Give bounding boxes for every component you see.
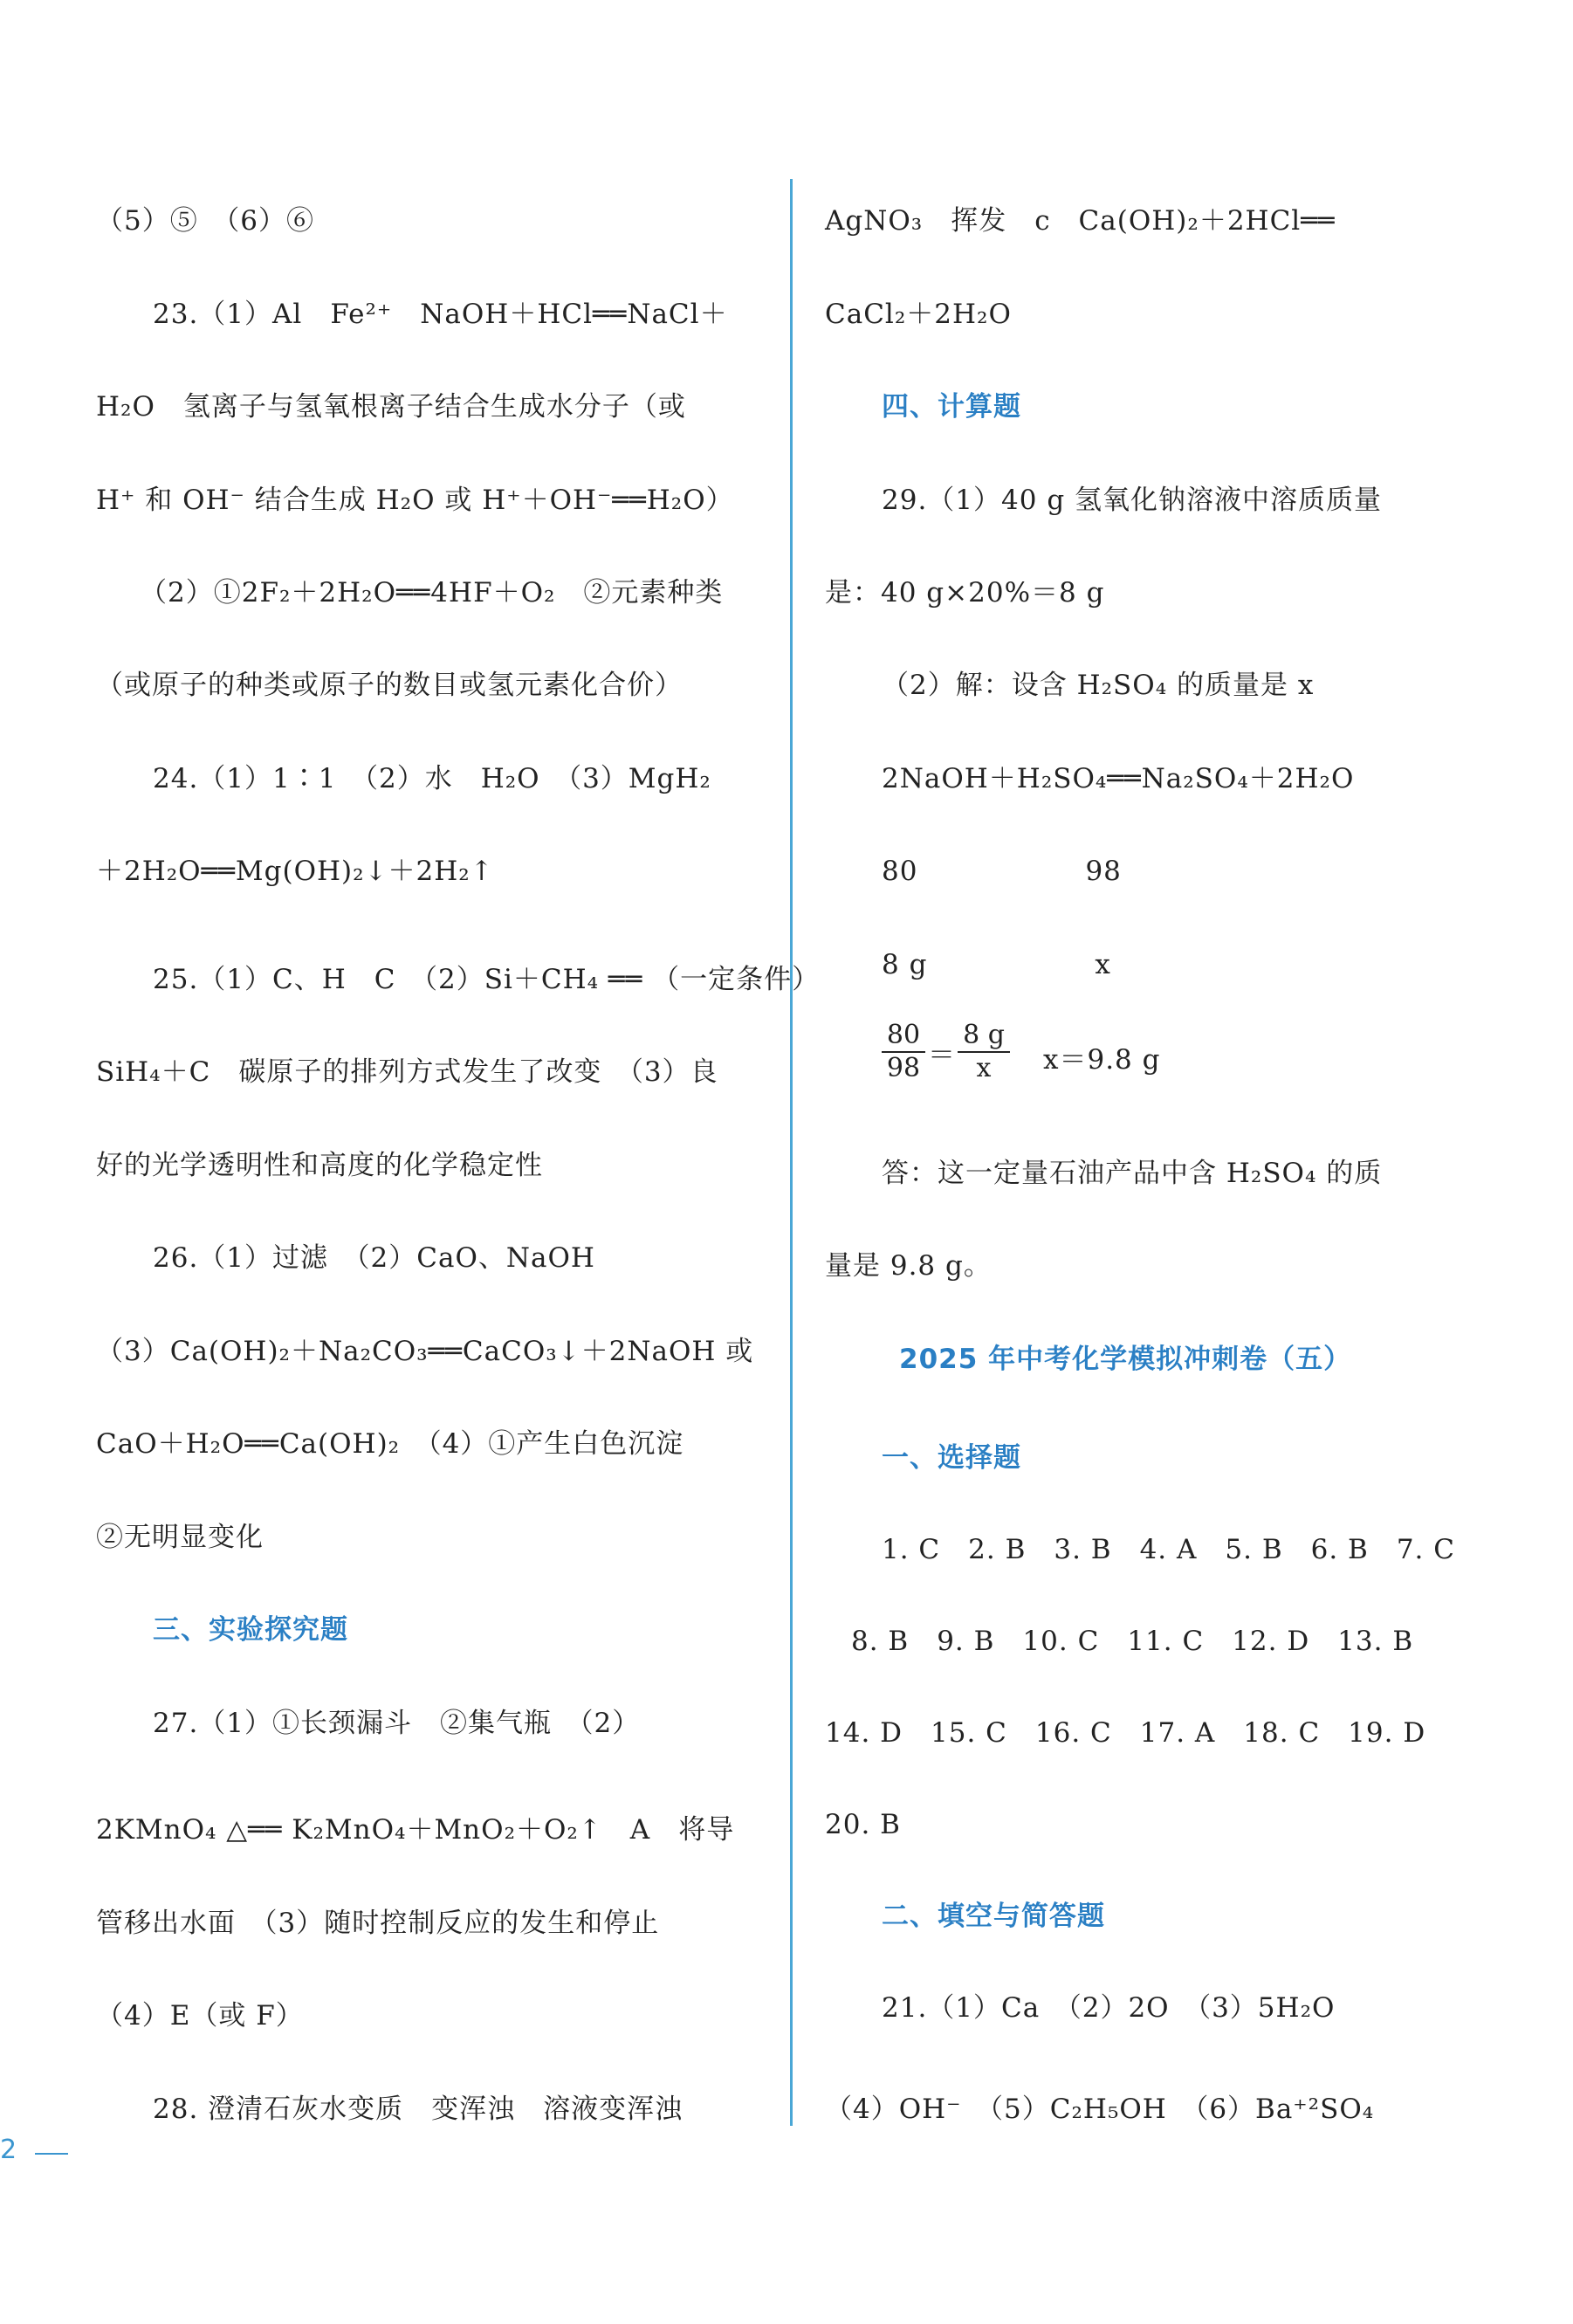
fraction-right — [958, 1020, 1010, 1084]
answer-23-line: 23.（1）Al Fe²⁺ NaOH＋HCl══NaCl＋ — [153, 299, 728, 330]
equation-line: 2NaOH＋H₂SO₄══Na₂SO₄＋2H₂O — [882, 763, 1355, 794]
answer-line: 好的光学透明性和高度的化学稳定性 — [96, 1150, 543, 1181]
equals-sign: ＝ — [928, 1040, 956, 1071]
answer-line: （2）①2F₂＋2H₂O══4HF＋O₂ ②元素种类 — [140, 577, 724, 609]
answer-line: H₂O 氢离子与氢氧根离子结合生成水分子（或 — [96, 391, 686, 423]
answer-line: 答：这一定量石油产品中含 H₂SO₄ 的质 — [882, 1158, 1383, 1189]
fraction-numerator: 8 g — [963, 1020, 1005, 1050]
answer-line: H⁺ 和 OH⁻ 结合生成 H₂O 或 H⁺＋OH⁻══H₂O） — [96, 485, 734, 516]
answer-line: （3）Ca(OH)₂＋Na₂CO₃══CaCO₃↓＋2NaOH 或 — [96, 1336, 754, 1367]
section-heading-choice: 一、选择题 — [882, 1442, 1021, 1474]
fraction-denominator: x — [976, 1053, 992, 1083]
answer-29-line: 29.（1）40 g 氢氧化钠溶液中溶质质量 — [882, 485, 1383, 516]
answer-28-line: 28. 澄清石灰水变质 变浑浊 溶液变浑浊 — [153, 2094, 683, 2125]
answer-line: CaO＋H₂O══Ca(OH)₂ （4）①产生白色沉淀 — [96, 1428, 684, 1460]
choice-answers: 14. D 15. C 16. C 17. A 18. C 19. D — [825, 1717, 1426, 1749]
answer-26-line: 26.（1）过滤 （2）CaO、NaOH — [153, 1242, 595, 1274]
answer-line: ②无明显变化 — [96, 1522, 264, 1553]
page-number-dash — [35, 2153, 68, 2155]
answer-line: CaCl₂＋2H₂O — [825, 299, 1012, 330]
result-line: x＝9.8 g — [1043, 1044, 1161, 1076]
page-number: 2 — [0, 2135, 17, 2165]
answer-line: SiH₄＋C 碳原子的排列方式发生了改变 （3）良 — [96, 1056, 718, 1088]
answer-line: 是：40 g×20%＝8 g — [825, 577, 1105, 609]
answer-line: ＋2H₂O══Mg(OH)₂↓＋2H₂↑ — [96, 856, 494, 887]
answer-21-line: 21.（1）Ca （2）2O （3）5H₂O — [882, 1992, 1336, 2024]
answer-line: AgNO₃ 挥发 c Ca(OH)₂＋2HCl══ — [825, 205, 1336, 237]
answer-line: 管移出水面 （3）随时控制反应的发生和停止 — [96, 1908, 660, 1939]
fraction-denominator: 98 — [886, 1053, 921, 1083]
mass-ratio-line: 80 98 — [882, 856, 1122, 887]
answer-line: （5）⑤ （6）⑥ — [96, 205, 314, 237]
answer-line: 量是 9.8 g。 — [825, 1250, 992, 1282]
answer-25-line: 25.（1）C、H C （2）Si＋CH₄ ══ （一定条件） — [153, 964, 821, 995]
column-divider — [790, 179, 793, 2126]
fraction-numerator: 80 — [886, 1020, 921, 1050]
section-heading-experiment: 三、实验探究题 — [153, 1614, 348, 1646]
choice-answers: 1. C 2. B 3. B 4. A 5. B 6. B 7. C — [882, 1534, 1455, 1565]
answer-24-line: 24.（1）1∶1 （2）水 H₂O （3）MgH₂ — [153, 763, 711, 794]
answer-line: （或原子的种类或原子的数目或氢元素化合价） — [96, 670, 683, 701]
mass-line: 8 g x — [882, 949, 1111, 980]
answer-27-line: 27.（1）①长颈漏斗 ②集气瓶 （2） — [153, 1708, 641, 1739]
choice-answers: 20. B — [825, 1809, 901, 1840]
fraction-left — [882, 1020, 925, 1084]
section-heading-calculation: 四、计算题 — [882, 391, 1021, 423]
answer-line: （2）解：设含 H₂SO₄ 的质量是 x — [882, 670, 1315, 701]
answer-line: 2KMnO₄ △══ K₂MnO₄＋MnO₂＋O₂↑ A 将导 — [96, 1814, 735, 1846]
choice-answers: 8. B 9. B 10. C 11. C 12. D 13. B — [851, 1626, 1414, 1657]
exam-title: 2025 年中考化学模拟冲刺卷（五） — [899, 1344, 1352, 1375]
answer-line: （4）OH⁻ （5）C₂H₅OH （6）Ba⁺²SO₄ — [825, 2094, 1375, 2125]
answer-line: （4）E（或 F） — [96, 2000, 304, 2032]
section-heading-fill: 二、填空与简答题 — [882, 1901, 1105, 1932]
